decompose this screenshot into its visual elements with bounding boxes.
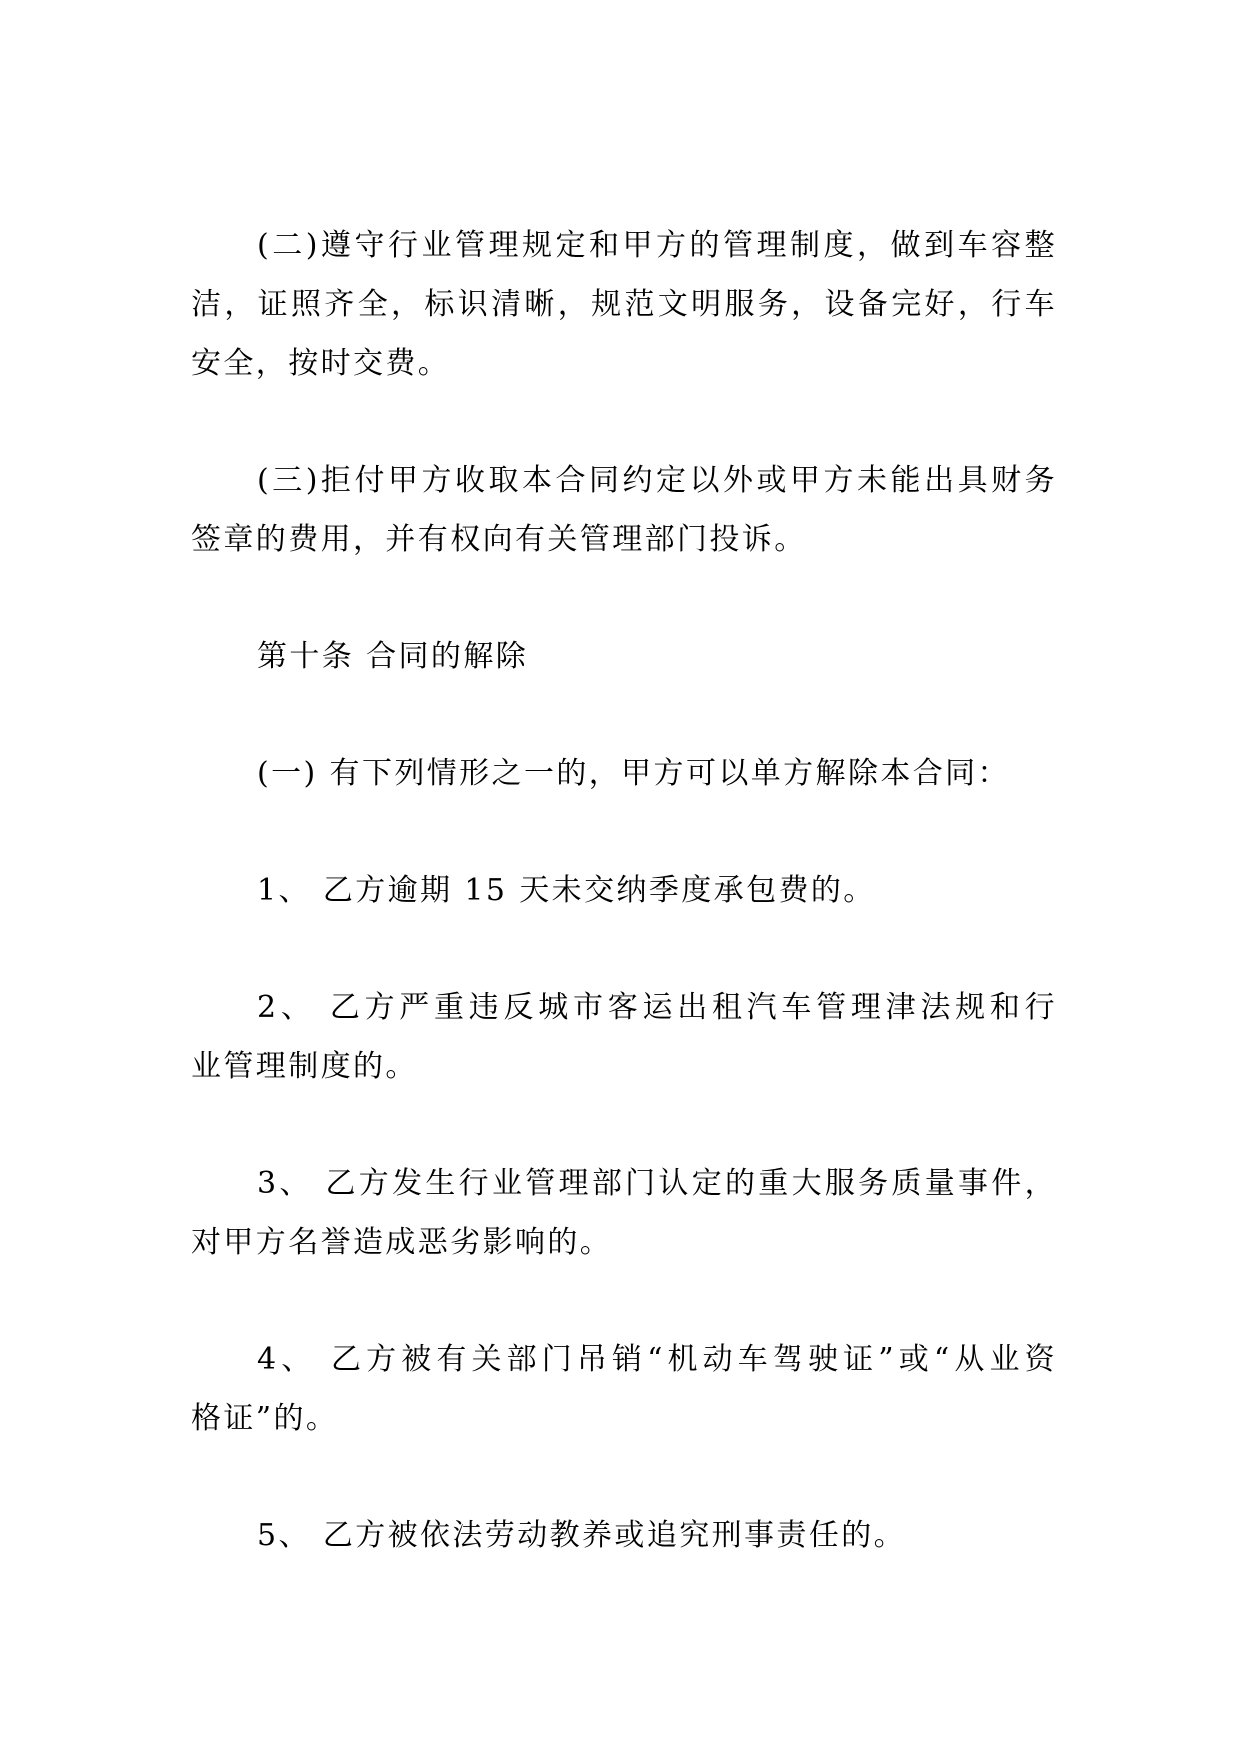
list-item-2 xyxy=(191,978,1057,1096)
paragraph-subclause-1 xyxy=(191,744,1057,803)
heading-line: 第十条 合同的解除 xyxy=(257,639,529,674)
text-line: 业管理制度的。 xyxy=(191,1049,418,1084)
paragraph-clause-2 xyxy=(191,216,1057,393)
list-item-3 xyxy=(191,1154,1057,1272)
text-line: (三)拒付甲方收取本合同约定以外或甲方未能出具财务 xyxy=(257,463,1057,498)
text-line: 签章的费用，并有权向有关管理部门投诉。 xyxy=(191,522,807,557)
text-line: 格证”的。 xyxy=(191,1401,339,1436)
text-line: 安全，按时交费。 xyxy=(191,346,451,381)
list-item-1 xyxy=(191,861,1057,920)
text-line: 对甲方名誉造成恶劣影响的。 xyxy=(191,1225,613,1260)
text-line: (一) 有下列情形之一的，甲方可以单方解除本合同： xyxy=(257,756,1010,791)
list-item-4 xyxy=(191,1330,1057,1448)
text-line: 2、 乙方严重违反城市客运出租汽车管理津法规和行 xyxy=(257,990,1057,1025)
text-line: 5、 乙方被依法劳动教养或追究刑事责任的。 xyxy=(257,1518,907,1553)
text-line: 4、 乙方被有关部门吊销“机动车驾驶证”或“从业资 xyxy=(257,1342,1057,1377)
text-line: 洁，证照齐全，标识清晰，规范文明服务，设备完好，行车 xyxy=(191,287,1057,322)
text-line: 3、 乙方发生行业管理部门认定的重大服务质量事件， xyxy=(257,1166,1057,1201)
document-body xyxy=(191,216,1057,1623)
section-heading xyxy=(191,627,1057,686)
paragraph-clause-3 xyxy=(191,451,1057,569)
text-line: 1、 乙方逾期 15 天未交纳季度承包费的。 xyxy=(257,873,876,908)
list-item-5 xyxy=(191,1506,1057,1565)
text-line: (二)遵守行业管理规定和甲方的管理制度，做到车容整 xyxy=(257,228,1057,263)
